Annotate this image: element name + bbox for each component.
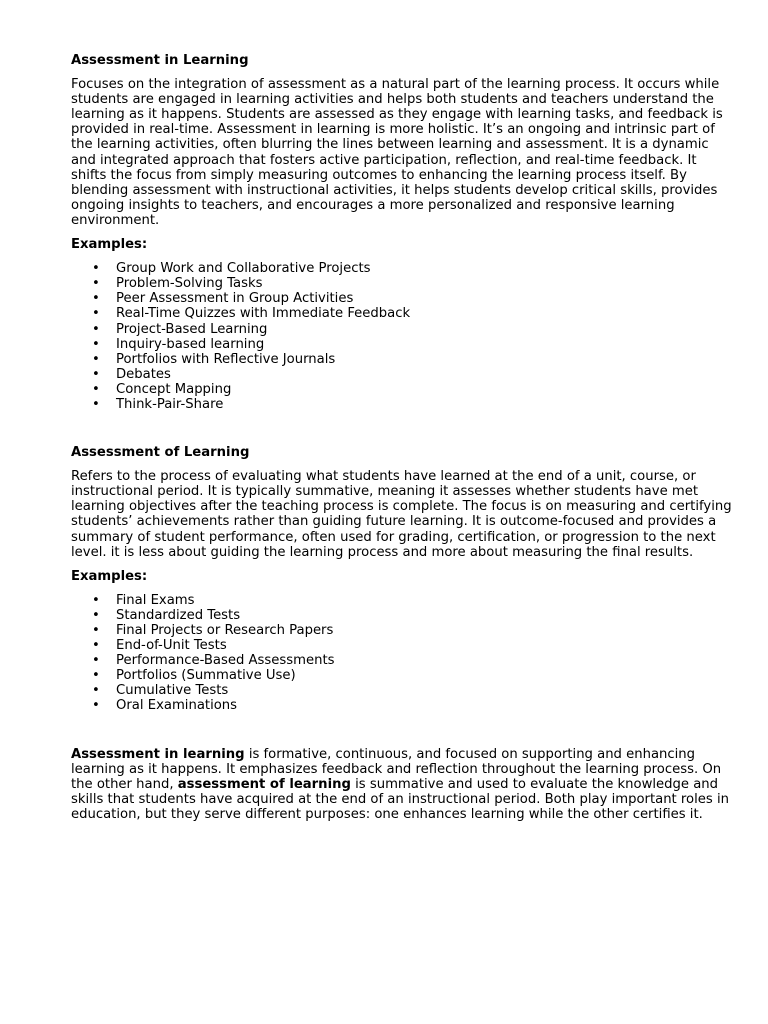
bullet-icon: • xyxy=(92,607,100,623)
bullet-icon: • xyxy=(92,638,100,654)
examples-list xyxy=(71,593,733,714)
examples-label: Examples: xyxy=(71,237,148,253)
list-item xyxy=(71,683,733,698)
list-item xyxy=(71,623,733,638)
examples-label: Examples: xyxy=(71,568,148,584)
bullet-icon: • xyxy=(92,291,100,307)
list-item xyxy=(71,698,733,713)
bullet-icon: • xyxy=(92,381,100,397)
bullet-icon: • xyxy=(92,683,100,699)
list-item-text: Portfolios (Summative Use) xyxy=(116,668,296,684)
document-content xyxy=(71,53,733,831)
section-assessment-in-learning xyxy=(71,53,733,445)
list-item-text: End-of-Unit Tests xyxy=(116,638,227,654)
list-item-text: Standardized Tests xyxy=(116,607,241,623)
list-item-text: Project-Based Learning xyxy=(116,321,268,337)
list-item-text: Inquiry-based learning xyxy=(116,336,265,352)
spacer xyxy=(71,412,733,445)
bullet-icon: • xyxy=(92,396,100,412)
list-item-text: Think-Pair-Share xyxy=(116,396,224,412)
section-body: Focuses on the integration of assessment as a natural part of the learning process. It occurs while students are engaged in learning activities and helps both students and teachers understand the learning as it happens. Students are assessed as they engage with learning tasks, and feedback is provided in real-time. Assessment in learning is more holistic. It’s an ongoing and intrinsic part of the learning activities, often blurring the lines between learning and assessment. It is a dynamic and integrated approach that fosters active participation, reflection, and real-time feedback. It shifts the focus from simply measuring outcomes to enhancing the learning process itself. By blending assessment with instructional activities, it helps students develop critical skills, provides ongoing insights to teachers, and encourages a more personalized and responsive learning environment. xyxy=(71,77,723,228)
section-assessment-of-learning xyxy=(71,445,733,747)
list-item-text: Cumulative Tests xyxy=(116,683,229,699)
list-item-text: Real-Time Quizzes with Immediate Feedback xyxy=(116,306,411,322)
list-item xyxy=(71,261,733,276)
list-item xyxy=(71,668,733,683)
list-item xyxy=(71,382,733,397)
list-item xyxy=(71,337,733,352)
term-assessment-of-learning: assessment of learning xyxy=(177,776,351,792)
examples-list xyxy=(71,261,733,412)
list-item-text: Final Exams xyxy=(116,592,195,608)
list-item xyxy=(71,367,733,382)
list-item-text: Peer Assessment in Group Activities xyxy=(116,291,354,307)
summary-text-part-1: is formative, continuous, and focused on supporting and enhancing learning as it happens. It emphasizes feedback and reflection throughout the learning process. On the other hand, xyxy=(71,746,722,792)
bullet-icon: • xyxy=(92,261,100,277)
list-item-text: Group Work and Collaborative Projects xyxy=(116,261,371,277)
list-item-text: Portfolios with Reflective Journals xyxy=(116,351,336,367)
bullet-icon: • xyxy=(92,336,100,352)
bullet-icon: • xyxy=(92,351,100,367)
bullet-icon: • xyxy=(92,276,100,292)
list-item xyxy=(71,306,733,321)
list-item xyxy=(71,276,733,291)
list-item xyxy=(71,352,733,367)
bullet-icon: • xyxy=(92,321,100,337)
bullet-icon: • xyxy=(92,306,100,322)
section-body: Refers to the process of evaluating what students have learned at the end of a unit, course, or instructional period. It is typically summative, meaning it assesses whether students have met learning objectives after the teaching process is complete. The focus is on measuring and certifying students’ achievements rather than guiding future learning. It is outcome-focused and provides a summary of student performance, often used for grading, certification, or progression to the next level. it is less about guiding the learning process and more about measuring the final results. xyxy=(71,469,732,560)
list-item xyxy=(71,397,733,412)
list-item-text: Problem-Solving Tasks xyxy=(116,276,263,292)
list-item xyxy=(71,322,733,337)
summary-text-part-2: is summative and used to evaluate the knowledge and skills that students have acquired at the end of an instructional period. Both play important roles in education, but they serve different purposes: one enhances learning while the other certifies it. xyxy=(71,776,729,822)
bullet-icon: • xyxy=(92,623,100,638)
bullet-icon: • xyxy=(92,698,100,714)
list-item xyxy=(71,608,733,623)
list-item-text: Performance-Based Assessments xyxy=(116,653,335,669)
list-item xyxy=(71,291,733,306)
summary-paragraph xyxy=(71,747,733,822)
list-item-text: Final Projects or Research Papers xyxy=(116,623,334,638)
bullet-icon: • xyxy=(92,592,100,608)
section-heading: Assessment in Learning xyxy=(71,53,249,68)
spacer xyxy=(71,714,733,747)
section-heading: Assessment of Learning xyxy=(71,445,250,461)
term-assessment-in-learning: Assessment in learning xyxy=(71,746,245,762)
bullet-icon: • xyxy=(92,668,100,684)
list-item-text: Oral Examinations xyxy=(116,698,238,714)
list-item xyxy=(71,593,733,608)
list-item-text: Concept Mapping xyxy=(116,381,232,397)
list-item xyxy=(71,638,733,653)
list-item xyxy=(71,653,733,668)
bullet-icon: • xyxy=(92,653,100,669)
list-item-text: Debates xyxy=(116,366,171,382)
bullet-icon: • xyxy=(92,366,100,382)
